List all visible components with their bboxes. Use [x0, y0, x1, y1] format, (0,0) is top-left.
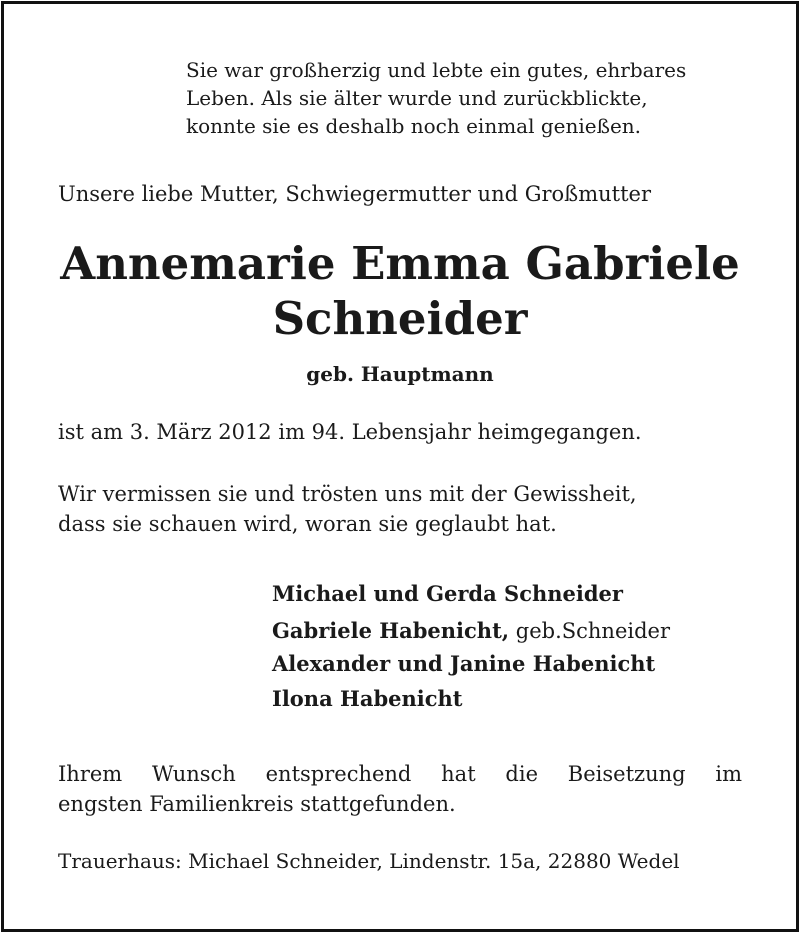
consolation-line: dass sie schauen wird, woran sie geglaubt hat.: [58, 512, 557, 536]
mourner-entry: [272, 686, 463, 711]
mourner-name: Alexander und Janine Habenicht: [272, 651, 656, 676]
deceased-name-last: Schneider: [272, 292, 528, 345]
mourner-name: Gabriele Habenicht,: [272, 618, 510, 643]
mourner-entry: [272, 618, 670, 643]
quote-line: konnte sie es deshalb noch einmal genießen.: [186, 114, 642, 138]
funeral-line: Ihrem Wunsch entsprechend hat die Beisetzung im: [58, 762, 742, 786]
mourner-name: Ilona Habenicht: [272, 686, 463, 711]
mourner-entry: [272, 651, 655, 676]
mourner-entry: [272, 581, 623, 606]
consolation-line: Wir vermissen sie und trösten uns mit der Gewissheit,: [58, 482, 637, 506]
consolation-text: [58, 479, 637, 539]
funeral-line: engsten Familienkreis stattgefunden.: [58, 792, 456, 816]
quote-line: Sie war großherzig und lebte ein gutes, ehrbares: [186, 58, 687, 82]
opening-quote: [186, 56, 686, 140]
mourner-suffix: geb.Schneider: [509, 619, 671, 643]
death-notice: ist am 3. März 2012 im 94. Lebensjahr heimgegangen.: [58, 420, 642, 444]
deceased-name-first: Annemarie Emma Gabriele: [60, 237, 740, 290]
mourning-house-address: Trauerhaus: Michael Schneider, Lindenstr. 15a, 22880 Wedel: [58, 849, 680, 873]
mourner-name: Michael und Gerda Schneider: [272, 581, 623, 606]
intro-line: Unsere liebe Mutter, Schwiegermutter und Großmutter: [58, 182, 651, 206]
birth-name: geb. Hauptmann: [306, 362, 494, 386]
quote-line: Leben. Als sie älter wurde und zurückblickte,: [186, 86, 648, 110]
funeral-note: [58, 759, 742, 819]
